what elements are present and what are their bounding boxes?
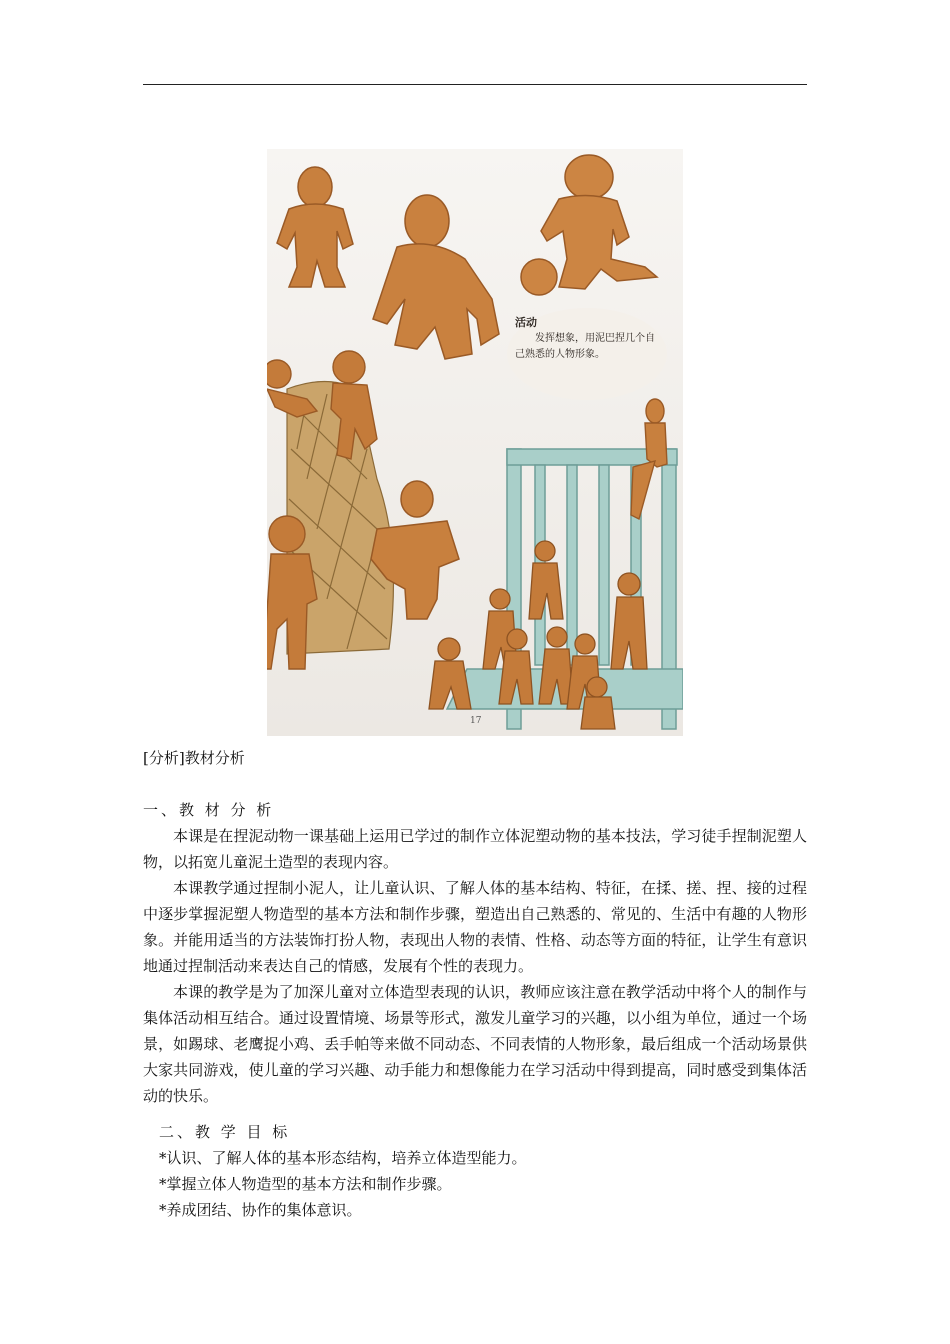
section-teaching-goals bbox=[143, 1119, 807, 1223]
section-materials-analysis bbox=[143, 797, 807, 1109]
clay-figures-illustration bbox=[267, 149, 683, 736]
activity-caption bbox=[515, 315, 660, 397]
paragraph: 本课的教学是为了加深儿童对立体造型表现的认识，教师应该注意在教学活动中将个人的制作与集体活动相互结合。通过设置情境、场景等形式，激发儿童学习的兴趣，以小组为单位，通过一个场景，如踢球、老鹰捉小鸡、丢手帕等来做不同动态、不同表情的人物形象，最后组成一个活动场景供大家共同游戏，使儿童的学习兴趣、动手能力和想像能力在学习活动中得到提高，同时感受到集体活动的快乐。 bbox=[143, 983, 807, 1105]
goal-item: *掌握立体人物造型的基本方法和制作步骤。 bbox=[159, 1175, 452, 1193]
section-heading: 一、教 材 分 析 bbox=[143, 801, 275, 819]
caption-title: 活动 bbox=[515, 316, 537, 329]
caption-body: 发挥想象，用泥巴捏几个自己熟悉的人物形象。 bbox=[515, 333, 655, 360]
paragraph: 本课是在捏泥动物一课基础上运用已学过的制作立体泥塑动物的基本技法，学习徒手捏制泥塑人物，以拓宽儿童泥土造型的表现内容。 bbox=[143, 827, 807, 871]
section-heading: 二、教 学 目 标 bbox=[159, 1123, 291, 1141]
paragraph: 本课教学通过捏制小泥人，让儿童认识、了解人体的基本结构、特征，在揉、搓、捏、接的过程中逐步掌握泥塑人物造型的基本方法和制作步骤，塑造出自己熟悉的、常见的、生活中有趣的人物形象。并能用适当的方法装饰打扮人物，表现出人物的表情、性格、动态等方面的特征，让学生有意识地通过捏制活动来表达自己的情感，发展有个性的表现力。 bbox=[143, 879, 807, 975]
goal-item: *认识、了解人体的基本形态结构，培养立体造型能力。 bbox=[159, 1149, 527, 1167]
analysis-label: [分析]教材分析 bbox=[143, 749, 245, 767]
photo-page-number: 17 bbox=[470, 716, 482, 726]
goal-item: *养成团结、协作的集体意识。 bbox=[159, 1201, 362, 1219]
clay-figures-photo bbox=[267, 149, 683, 736]
header-rule bbox=[143, 84, 807, 85]
